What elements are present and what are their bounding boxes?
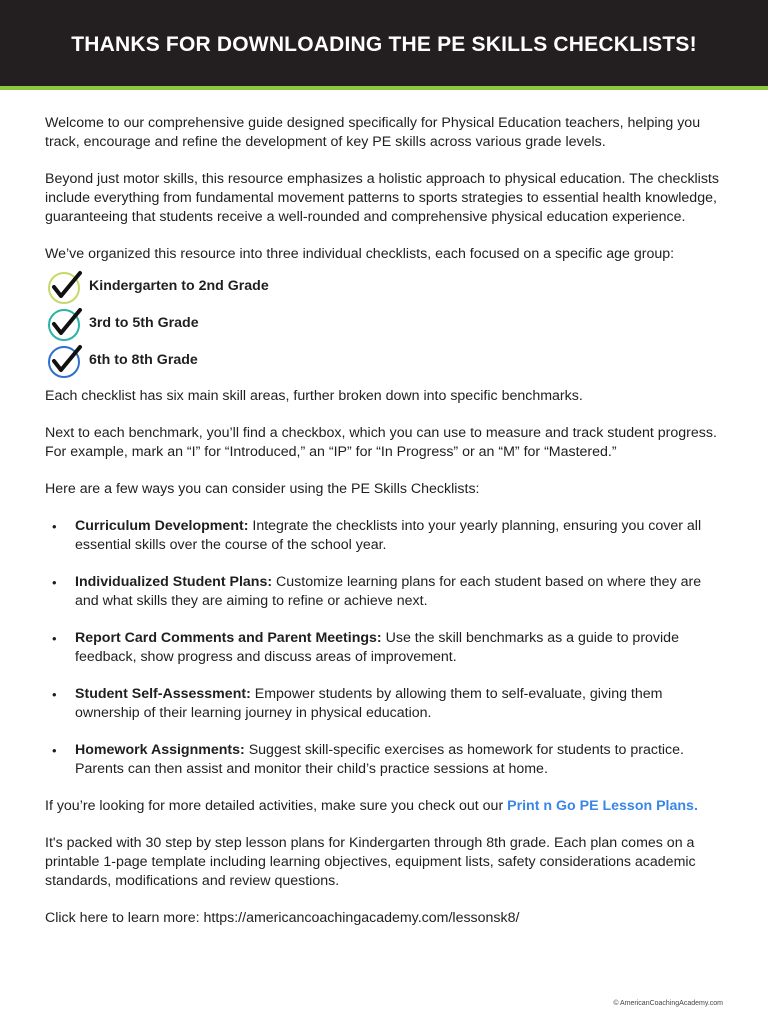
checklist-list bbox=[45, 268, 725, 379]
list-item-title: Homework Assignments: bbox=[75, 742, 245, 758]
page-title: THANKS FOR DOWNLOADING THE PE SKILLS CHECKLISTS! bbox=[71, 33, 697, 56]
list-item bbox=[45, 517, 725, 555]
body-paragraph-6: Here are a few ways you can consider using the PE Skills Checklists: bbox=[45, 481, 480, 497]
lesson-plans-link[interactable]: Print n Go PE Lesson Plans. bbox=[507, 798, 698, 814]
checklist-item-label: 3rd to 5th Grade bbox=[89, 315, 199, 331]
list-item-title: Individualized Student Plans: bbox=[75, 574, 273, 590]
learn-more-link[interactable]: Click here to learn more: https://americancoachingacademy.com/lessonsk8/ bbox=[45, 910, 520, 926]
checklist-item-label: 6th to 8th Grade bbox=[89, 352, 198, 368]
checklist-item-label: Kindergarten to 2nd Grade bbox=[89, 278, 269, 294]
list-item bbox=[45, 741, 725, 779]
list-item-title: Report Card Comments and Parent Meetings: bbox=[75, 630, 382, 646]
closing-paragraph-8: It's packed with 30 step by step lesson plans for Kindergarten through 8th grade. Each plan comes on a printable 1-page template including learning objectives, equipment lists, safety considerations academic standards, modifications and review questions. bbox=[45, 835, 696, 889]
list-item-text: Suggest skill-specific exercises as homework for students to practice. Parents can then assist and monitor their child’s practice sessions at home. bbox=[75, 742, 684, 777]
list-item bbox=[45, 685, 725, 723]
list-item-text: Use the skill benchmarks as a guide to provide feedback, show progress and discuss areas of improvement. bbox=[75, 630, 679, 665]
list-item-text: Integrate the checklists into your yearly planning, ensuring you cover all essential skills over the course of the school year. bbox=[75, 518, 702, 553]
checkmark-icon bbox=[47, 343, 85, 379]
document-body bbox=[45, 114, 725, 946]
list-item-title: Student Self-Assessment: bbox=[75, 686, 251, 702]
checkmark-icon bbox=[47, 306, 85, 342]
list-item bbox=[45, 629, 725, 667]
list-item bbox=[45, 573, 725, 611]
list-item-text: Customize learning plans for each student based on where they are and what skills they are aiming to refine or achieve next. bbox=[75, 574, 702, 609]
intro-paragraph-3: We’ve organized this resource into three individual checklists, each focused on a specific age group: bbox=[45, 246, 675, 262]
body-paragraph-5: Next to each benchmark, you’ll find a checkbox, which you can use to measure and track student progress. For example, mark an “I” for “Introduced,” an “IP” for “In Progress” or an “M” for “Mastered.” bbox=[45, 425, 717, 460]
intro-paragraph-1: Welcome to our comprehensive guide designed specifically for Physical Education teachers, helping you track, encourage and refine the development of key PE skills across various grade levels. bbox=[45, 115, 701, 150]
copyright-footer: © AmericanCoachingAcademy.com bbox=[613, 1000, 723, 1007]
list-item-title: Curriculum Development: bbox=[75, 518, 249, 534]
checklist-item bbox=[45, 268, 725, 305]
usage-list bbox=[45, 517, 725, 779]
closing-text: If you’re looking for more detailed activities, make sure you check out our bbox=[45, 798, 508, 814]
checklist-item bbox=[45, 305, 725, 342]
body-paragraph-4: Each checklist has six main skill areas, further broken down into specific benchmarks. bbox=[45, 388, 583, 404]
list-item-text: Empower students by allowing them to self-evaluate, giving them ownership of their learning journey in physical education. bbox=[75, 686, 663, 721]
checkmark-icon bbox=[47, 269, 85, 305]
intro-paragraph-2: Beyond just motor skills, this resource emphasizes a holistic approach to physical education. The checklists include everything from fundamental movement patterns to sports strategies to essential health knowledge, guaranteeing that students receive a well-rounded and comprehensive physical education experience. bbox=[45, 171, 719, 225]
page-header bbox=[0, 0, 768, 90]
checklist-item bbox=[45, 342, 725, 379]
closing-paragraph-7 bbox=[45, 797, 725, 816]
